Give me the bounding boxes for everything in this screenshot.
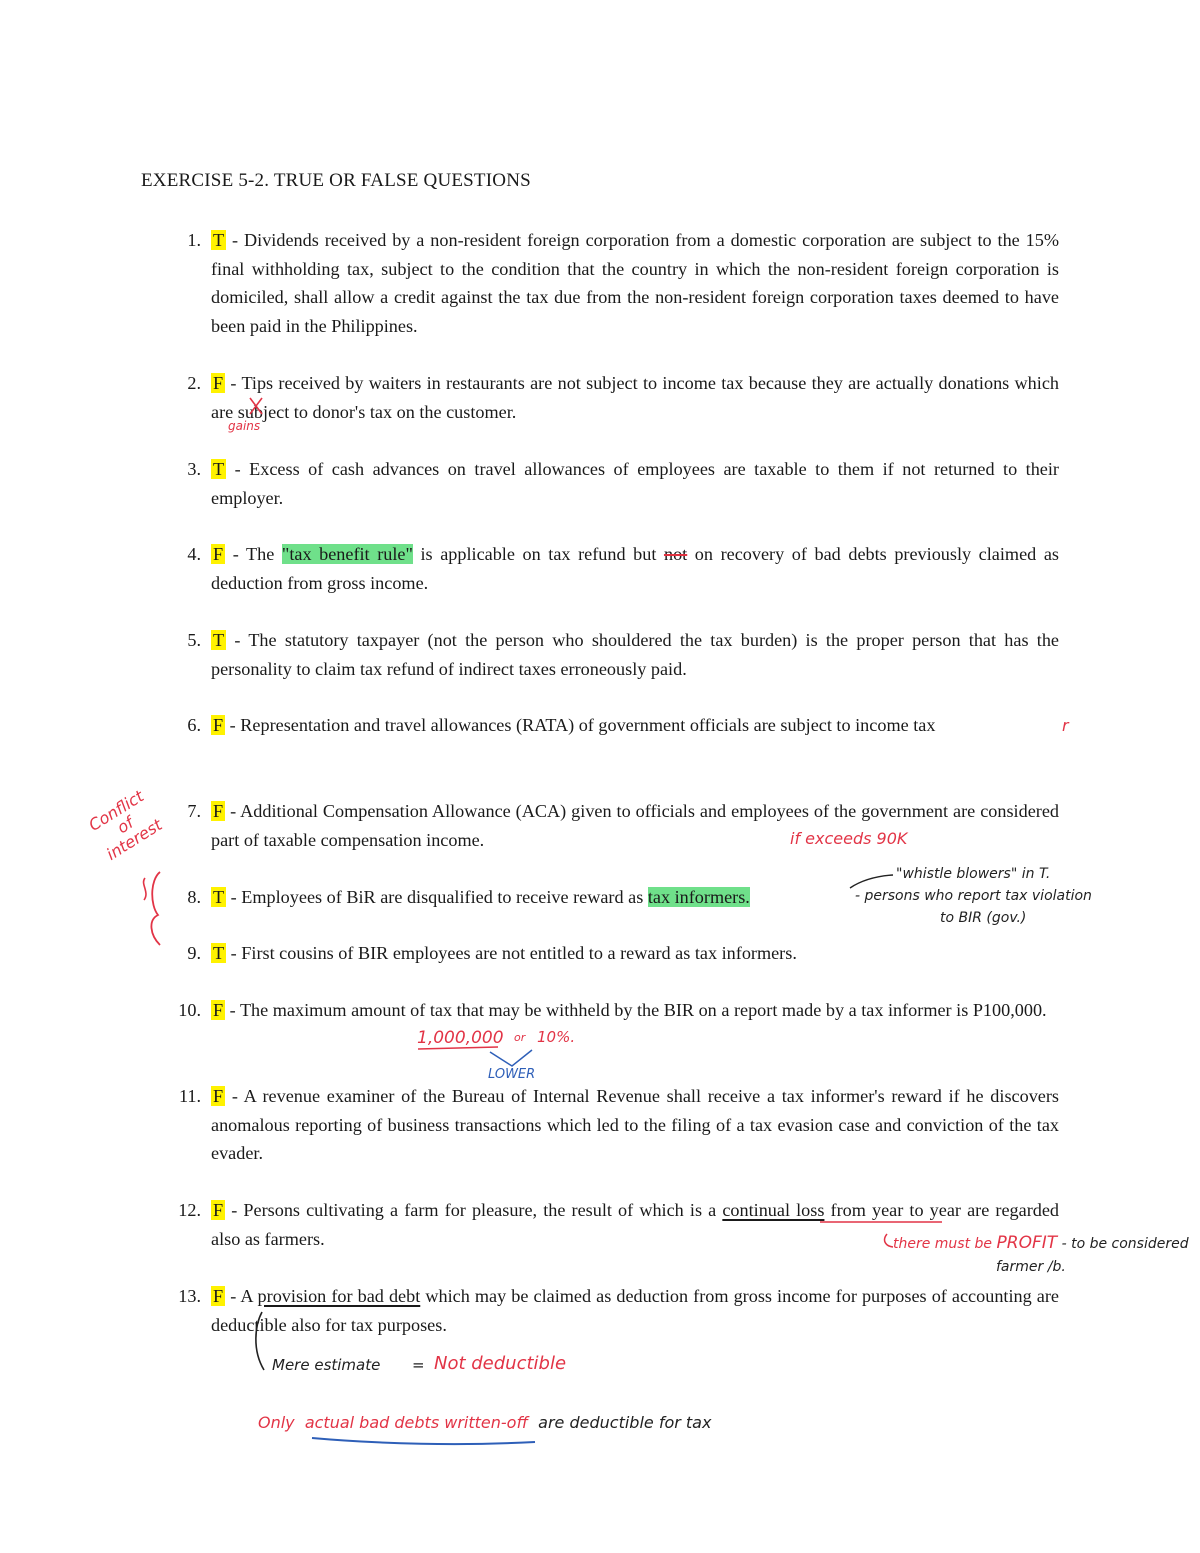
question-text-pre: - The: [225, 544, 282, 564]
annotation-profit-line1: [893, 1233, 1189, 1253]
question-text-pre: - Employees of BiR are disqualified to receive reward as: [226, 887, 648, 907]
underlined-phrase: continual loss: [722, 1200, 825, 1220]
annotation-aca: if exceeds 90K: [790, 829, 908, 848]
question-text: - Dividends received by a non-resident foreign corporation from a domestic corporation are subject to the 15% final withholding tax, subject to the condition that the country in which the non-resident foreign corporation is domiciled, shall allow a credit against the tax due from the non-resident foreign corporation taxes deemed to have been paid in the Philippines.: [211, 230, 1059, 336]
question-13: [178, 1282, 1059, 1339]
annotation-conflict-of-interest: Conflict of interest: [85, 786, 166, 864]
question-5: [187, 626, 1059, 683]
question-4: [187, 540, 1059, 597]
annotation-to-bir: to BIR (gov.): [940, 910, 1027, 926]
question-10: [178, 996, 1059, 1025]
question-3: [187, 455, 1059, 512]
blue-underline: [312, 1438, 535, 1444]
annotation-income-r: r: [1062, 716, 1069, 735]
annotation-only-line: [258, 1413, 711, 1432]
question-text: - Representation and travel allowances (RATA) of government officials are subject to income tax: [225, 715, 936, 735]
annotation-only: Only: [258, 1413, 295, 1432]
question-text: - First cousins of BIR employees are not entitled to a reward as tax informers.: [226, 943, 797, 963]
annotation-gains: gains: [228, 419, 261, 433]
question-text-pre: - Persons cultivating a farm for pleasure, the result of which is a: [225, 1200, 723, 1220]
annotation-lower: LOWER: [488, 1067, 536, 1082]
answer-badge: F: [213, 373, 224, 393]
highlighted-term: "tax benefit rule": [281, 544, 413, 564]
question-2: [187, 369, 1059, 426]
question-number: 4.: [187, 544, 201, 564]
answer-badge: T: [213, 887, 225, 907]
question-1: [187, 226, 1059, 340]
answer-badge: F: [213, 1286, 224, 1306]
question-text: - The statutory taxpayer (not the person who shouldered the tax burden) is the proper person that has the personality to claim tax refund of indirect taxes erroneously paid.: [211, 630, 1059, 679]
question-text-mid: is applicable on tax refund but: [412, 544, 664, 564]
answer-badge: T: [213, 459, 225, 479]
question-text-post: from year to year are regarded also as farmers.: [211, 1200, 1060, 1249]
question-text: - Excess of cash advances on travel allowances of employees are taxable to them if not returned to their employer.: [211, 459, 1059, 508]
question-number: 5.: [187, 630, 201, 650]
question-number: 12.: [178, 1200, 201, 1220]
annotation-whistle-blowers: "whistle blowers" in T.: [896, 866, 1051, 882]
annotation-persons-report: - persons who report tax violation: [855, 888, 1092, 904]
question-number: 1.: [187, 230, 201, 250]
annotation-amount-10pct: 10%.: [537, 1028, 576, 1046]
annotation-mere-estimate: Mere estimate: [272, 1356, 381, 1374]
annotation-amount-1000000: 1,000,000: [417, 1028, 504, 1048]
question-text-post: which may be claimed as deduction from gross income for purposes of accounting are deductible also for tax purposes.: [211, 1286, 1059, 1335]
annotation-profit-c: - to be considered: [1057, 1236, 1189, 1252]
lower-arrow: [490, 1050, 532, 1066]
annotation-not-deductible: Not deductible: [434, 1353, 567, 1374]
highlighted-term: tax informers.: [647, 887, 750, 907]
answer-badge: T: [213, 230, 225, 250]
question-text: - A revenue examiner of the Bureau of Internal Revenue shall receive a tax informer's reward if he discovers anomalous reporting of business transactions which led to the filing of a tax evasion case and conviction of the tax evader.: [211, 1086, 1059, 1163]
annotation-farmer: farmer /b.: [996, 1259, 1066, 1275]
question-number: 7.: [187, 801, 201, 821]
annotation-actual-bad-debts: actual bad debts written-off: [304, 1413, 528, 1432]
question-text-post: on recovery of bad debts previously claimed as deduction from gross income.: [211, 544, 1059, 593]
question-9: [187, 939, 1059, 968]
question-number: 3.: [187, 459, 201, 479]
question-number: 6.: [187, 715, 201, 735]
question-text: - The maximum amount of tax that may be withheld by the BIR on a report made by a tax informer is P100,000.: [225, 1000, 1047, 1020]
question-7: [187, 797, 1059, 854]
annotation-profit-word: PROFIT: [996, 1233, 1058, 1253]
struck-word: not: [663, 544, 688, 564]
answer-badge: T: [213, 630, 225, 650]
question-number: 8.: [187, 887, 201, 907]
answer-badge: F: [213, 715, 224, 735]
page-title: EXERCISE 5-2. TRUE OR FALSE QUESTIONS: [141, 170, 531, 191]
underlined-phrase: provision for bad debt: [257, 1286, 421, 1306]
answer-badge: F: [213, 1200, 224, 1220]
answer-badge: F: [213, 1000, 224, 1020]
question-number: 2.: [187, 373, 201, 393]
bracket-conflict: [151, 872, 160, 945]
question-text: - Additional Compensation Allowance (ACA) given to officials and employees of the government are considered part of taxable compensation income.: [211, 801, 1059, 850]
question-text-pre: - A: [225, 1286, 258, 1306]
annotation-profit-a: there must be: [893, 1236, 997, 1252]
answer-badge: F: [213, 1086, 224, 1106]
question-number: 13.: [178, 1286, 201, 1306]
annotation-deductible-for-tax: are deductible for tax: [538, 1413, 712, 1432]
question-number: 11.: [178, 1086, 201, 1106]
answer-badge: F: [213, 801, 224, 821]
question-number: 10.: [178, 1000, 201, 1020]
squiggle-conflict: [144, 878, 146, 900]
question-11: [178, 1082, 1059, 1168]
annotation-amount-or: or: [514, 1031, 526, 1044]
question-6: [187, 711, 1059, 740]
annotation-equals: =: [412, 1356, 425, 1374]
answer-badge: F: [213, 544, 224, 564]
question-number: 9.: [187, 943, 201, 963]
answer-badge: T: [213, 943, 225, 963]
question-text: - Tips received by waiters in restaurants are not subject to income tax because they are actually donations which are subject to donor's tax on the customer.: [211, 373, 1059, 422]
